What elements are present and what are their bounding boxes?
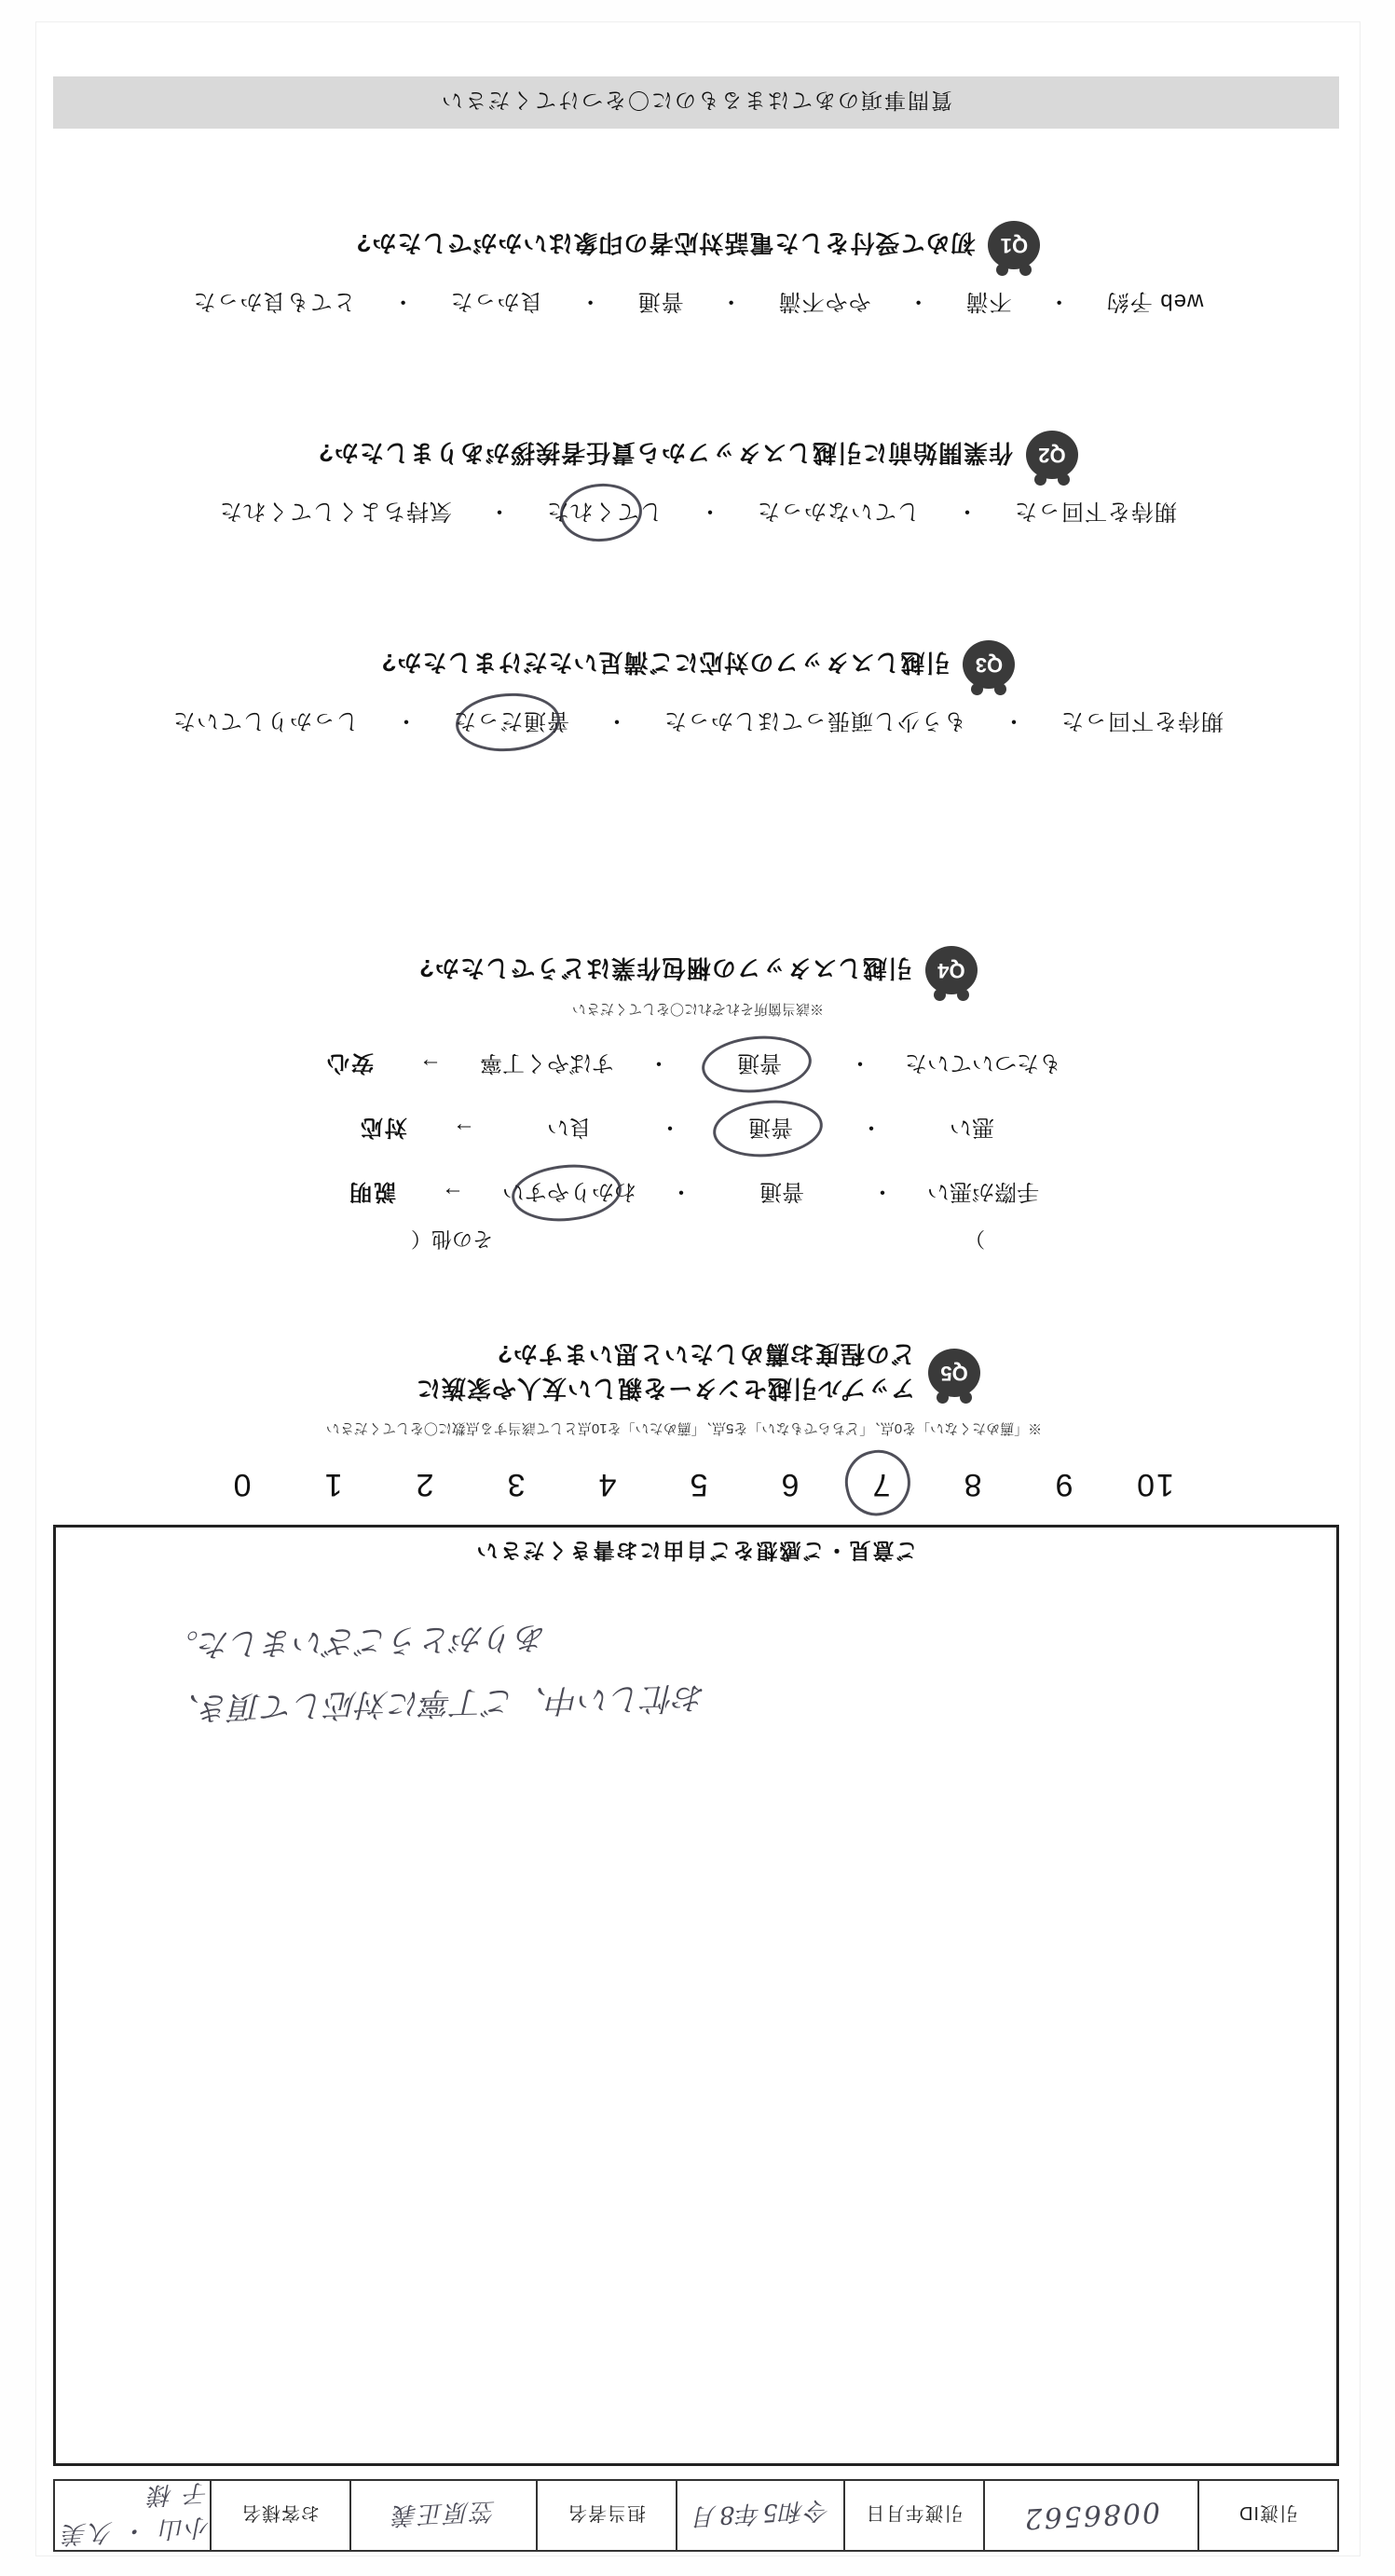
q3-option-3[interactable]: もう少し頑張ってほしかった [663, 708, 966, 733]
q2-option-1[interactable]: 気持ちよくしてくれた [219, 499, 452, 524]
q5-title-line-2: どの程度お薦めしたいと思いますか? [497, 1340, 916, 1368]
q4-row3-sep-2: ・ [871, 1179, 894, 1204]
q2-sep-1: ・ [487, 499, 511, 524]
q2-sep-2: ・ [698, 499, 721, 524]
scale-option-0[interactable]: 0 [231, 1467, 252, 1502]
q3-option-2-selected[interactable]: 普通だった [445, 706, 577, 742]
q4-row-setsumei [241, 1176, 1155, 1213]
q1-option-4[interactable]: やや不満 [777, 289, 871, 314]
header-staff-label: 担当者名 [536, 2481, 676, 2550]
scale-option-6[interactable]: 6 [779, 1467, 800, 1502]
header-date-value [676, 2481, 843, 2550]
scale-option-3[interactable]: 3 [505, 1467, 526, 1502]
q1-title: 初めて受付をした電話対応者の印象はいかがでしたか? [355, 229, 976, 258]
q1-option-3[interactable]: 普通 [636, 289, 684, 314]
q5-title [416, 1338, 915, 1407]
q2-head [36, 431, 1360, 479]
q5-badge: Q5 [928, 1349, 980, 1397]
q4-row1-option-1[interactable]: すばやく丁寧 [480, 1050, 614, 1076]
q2-options[interactable] [36, 496, 1360, 532]
q4-row-anshin [241, 1048, 1155, 1084]
q4-title: 引越しスタッフの梱包作業はどうでしたか? [418, 954, 912, 983]
q4-other-row[interactable] [36, 1226, 1360, 1254]
q2-sep-3: ・ [955, 499, 978, 524]
q4-row3-arrow: → [442, 1182, 464, 1208]
scale-option-8[interactable]: 8 [962, 1467, 982, 1502]
q4-row3-label: 説明 [348, 1179, 396, 1204]
header-staff-value [349, 2481, 536, 2550]
q3-option-4[interactable]: 期待を下回った [1060, 708, 1224, 733]
header-id-label: 引渡ID [1197, 2481, 1337, 2550]
q4-row2-option-3[interactable]: 悪い [950, 1115, 994, 1140]
q2-option-3[interactable]: していなかった [757, 499, 920, 524]
q1-head [36, 221, 1360, 269]
q5-note: ※「薦めたくない」を0点、「どちらでもない」を5点、「薦めたい」を10点として該当する点数に〇をしてください [325, 1420, 1043, 1436]
q4-note: ※該当箇所それぞれに〇をしてください [572, 1001, 825, 1017]
q4-row3-option-1-selected[interactable]: わかりやすい [493, 1176, 646, 1213]
q4-other-label: その他（ [411, 1227, 494, 1251]
handwritten-comment-line-1: お忙しい中、ご丁寧に対応して頂き、 [168, 1678, 706, 1727]
q4-other-blank[interactable]: ） [964, 1227, 986, 1251]
q1-options[interactable] [36, 286, 1360, 322]
q3-sep-1: ・ [394, 708, 417, 733]
scale-option-1[interactable]: 1 [322, 1467, 343, 1502]
handwritten-date: 令和5年8月 [690, 2495, 831, 2531]
q1-sep-1: ・ [390, 289, 415, 314]
q1-sep-5: ・ [1046, 289, 1071, 314]
q1-option-5[interactable]: 不満 [964, 289, 1012, 314]
q2-option-4[interactable]: 期待を下回った [1014, 499, 1177, 524]
q4-row2-sep-2: ・ [860, 1115, 882, 1140]
q4-row2-sep-1: ・ [659, 1115, 681, 1140]
q1-sep-4: ・ [906, 289, 930, 314]
question-block-q5 [36, 1338, 1360, 1407]
instruction-bar: 質問事項のあてはまるものに〇をつけてください [53, 76, 1339, 129]
q3-badge: Q3 [963, 640, 1015, 689]
free-comment-box[interactable] [53, 1525, 1339, 2466]
handwritten-id: 0086562 [1021, 2495, 1161, 2536]
question-block-q3 [36, 640, 1360, 757]
q1-sep-2: ・ [578, 289, 602, 314]
q4-row2-option-2-selected[interactable]: 普通 [705, 1112, 836, 1148]
q2-title: 作業開始前に引越しスタッフから責任者挨拶がありましたか? [318, 439, 1013, 468]
q4-row3-option-3[interactable]: 手際が悪い [927, 1179, 1039, 1204]
free-comment-label: ご意見・ご感想をご自由にお書きください [474, 1539, 918, 1563]
q4-row1-label: 安心 [325, 1050, 374, 1076]
paper-surface [36, 22, 1360, 2555]
q5-head [36, 1338, 1360, 1407]
scale-option-2[interactable]: 2 [414, 1467, 434, 1502]
q1-option-6[interactable]: web 予約 [1105, 289, 1204, 314]
q4-matrix [36, 1048, 1360, 1213]
q2-option-2-selected[interactable]: してくれた [539, 496, 670, 532]
q4-row2-arrow: → [453, 1117, 475, 1144]
q4-row1-option-2-selected[interactable]: 普通 [694, 1048, 825, 1084]
q4-row1-sep-1: ・ [648, 1050, 670, 1076]
handwritten-comment [167, 1591, 1226, 1740]
scale-option-7-selected[interactable]: 7 [859, 1466, 902, 1502]
header-customer-label: お客様名 [210, 2481, 349, 2550]
q3-sep-2: ・ [605, 708, 628, 733]
q4-head [36, 946, 1360, 994]
q1-option-2[interactable]: 良かった [449, 289, 543, 314]
q3-sep-3: ・ [1002, 708, 1025, 733]
q4-row-taiou [241, 1112, 1155, 1148]
header-date-label: 引渡年月日 [843, 2481, 983, 2550]
q4-row2-label: 対応 [359, 1115, 407, 1140]
question-block-q1 [36, 221, 1360, 337]
q4-row3-option-2[interactable]: 普通 [759, 1179, 804, 1204]
handwritten-customer: 小山 ・ 久美子 様 [60, 2477, 212, 2549]
q3-option-1[interactable]: しっかりしていた [172, 708, 359, 733]
q4-row2-option-1[interactable]: 良い [547, 1115, 592, 1140]
scale-option-5[interactable]: 5 [688, 1467, 708, 1502]
question-block-q4 [36, 946, 1360, 1279]
q1-badge: Q1 [988, 221, 1040, 269]
scale-option-9[interactable]: 9 [1053, 1467, 1074, 1502]
q4-row1-arrow: → [419, 1053, 442, 1079]
header-customer-value [55, 2477, 212, 2550]
q4-row1-sep-2: ・ [849, 1050, 871, 1076]
handwritten-comment-line-2: ありがとうございました。 [166, 1618, 548, 1664]
q5-scale[interactable] [92, 1466, 1304, 1502]
q1-sep-3: ・ [718, 289, 743, 314]
q4-row1-option-3[interactable]: もたついていた [905, 1050, 1061, 1076]
q3-options[interactable] [36, 706, 1360, 742]
scale-option-4[interactable]: 4 [596, 1467, 617, 1502]
q3-title: 引越しスタッフの対応にご満足いただけましたか? [380, 649, 951, 678]
header-table [53, 2479, 1339, 2552]
q4-badge: Q4 [925, 946, 978, 994]
q5-title-line-1: アップル引越センターを親しい友人や家族に [415, 1375, 916, 1403]
handwritten-staff: 笠原正義 [390, 2496, 497, 2530]
q1-option-1[interactable]: とても良かった [192, 289, 356, 314]
question-block-q2 [36, 431, 1360, 547]
q2-badge: Q2 [1026, 431, 1078, 479]
q4-row3-sep-1: ・ [670, 1179, 692, 1204]
q3-head [36, 640, 1360, 689]
header-id-value [983, 2481, 1197, 2550]
scale-option-10[interactable]: 10 [1135, 1467, 1174, 1502]
